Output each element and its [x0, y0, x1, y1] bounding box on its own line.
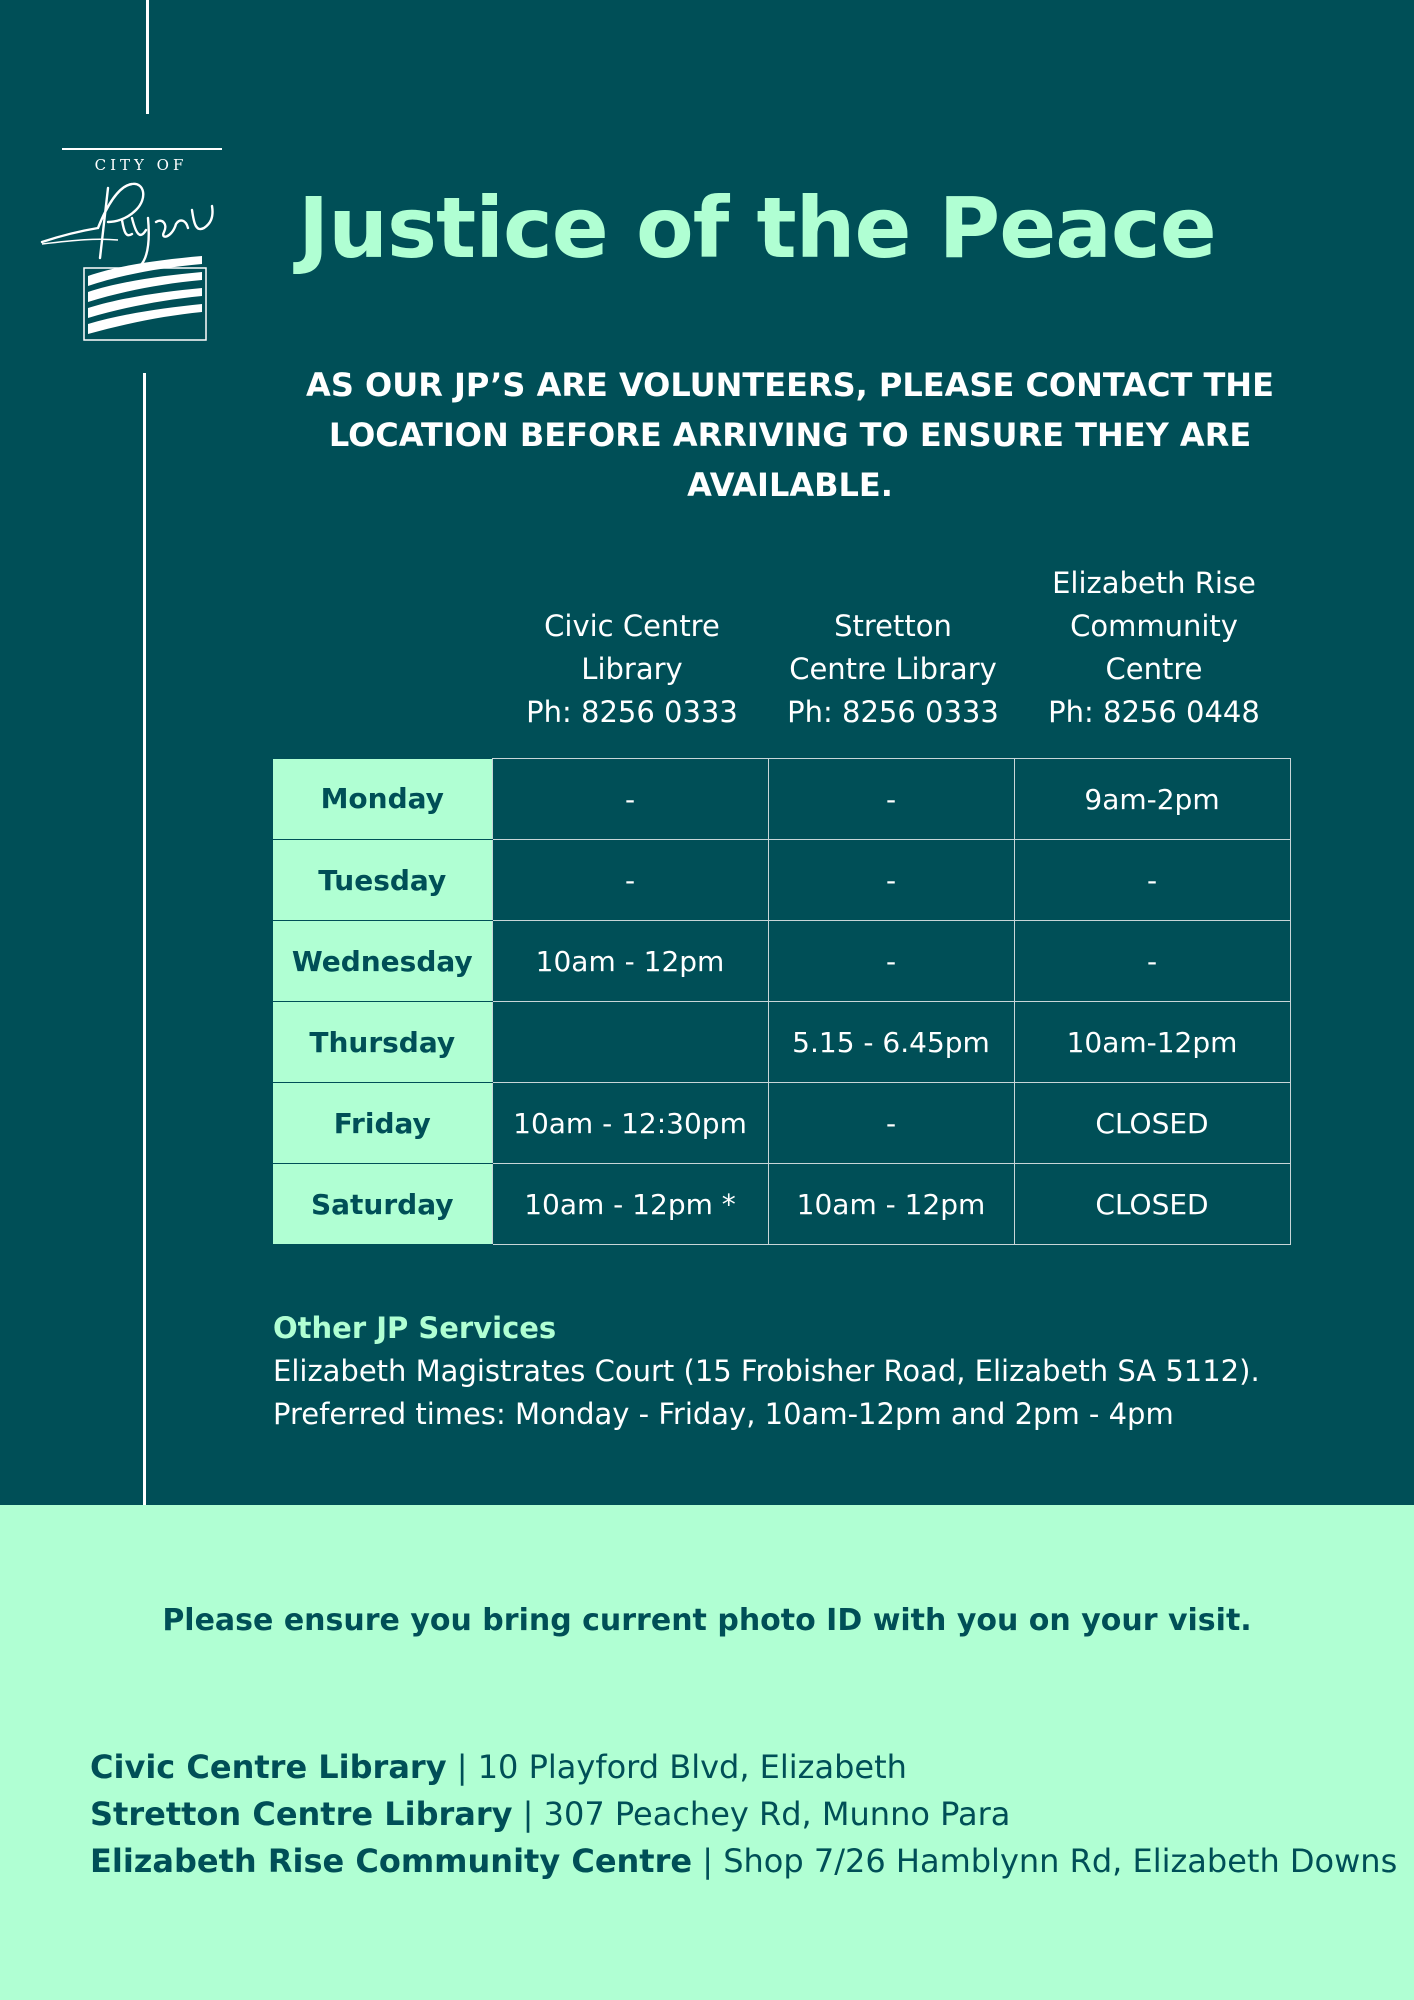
other-services-line: Elizabeth Magistrates Court (15 Frobisher Road, Elizabeth SA 5112). — [273, 1354, 1260, 1388]
day-cell: Tuesday — [273, 840, 492, 921]
logo-small-text: CITY OF — [94, 156, 188, 174]
time-cell: 10am - 12:30pm — [492, 1083, 768, 1164]
address-location-name: Civic Centre Library — [90, 1748, 447, 1786]
photo-id-notice: Please ensure you bring current photo ID with you on your visit. — [162, 1603, 1252, 1638]
time-cell: 10am - 12pm — [768, 1164, 1014, 1245]
location-header-stretton — [770, 570, 1016, 740]
location-phone: Ph: 8256 0448 — [1048, 695, 1260, 729]
time-cell: 10am - 12pm * — [492, 1164, 768, 1245]
time-cell: - — [492, 840, 768, 921]
decorative-line-top — [146, 0, 149, 114]
address-item — [90, 1838, 1397, 1885]
schedule-table — [273, 758, 1291, 1245]
address-location-name: Elizabeth Rise Community Centre — [90, 1842, 693, 1880]
location-phone: Ph: 8256 0333 — [526, 695, 738, 729]
day-cell: Wednesday — [273, 921, 492, 1002]
address-list — [90, 1744, 1397, 1885]
location-name-line: Stretton — [834, 609, 952, 643]
address-separator: | — [512, 1795, 544, 1833]
table-row — [273, 1164, 1290, 1245]
volunteer-notice: AS OUR JP’S ARE VOLUNTEERS, PLEASE CONTACT THE LOCATION BEFORE ARRIVING TO ENSURE THEY ARE AVAILABLE. — [306, 366, 1274, 504]
day-cell: Friday — [273, 1083, 492, 1164]
table-row — [273, 759, 1290, 840]
table-row — [273, 921, 1290, 1002]
city-of-playford-logo — [36, 148, 246, 348]
time-cell: 9am-2pm — [1014, 759, 1290, 840]
address-item — [90, 1744, 1397, 1791]
location-header-elizabeth-rise — [1016, 566, 1292, 740]
address-text: Shop 7/26 Hamblynn Rd, Elizabeth Downs — [723, 1842, 1398, 1880]
table-row — [273, 840, 1290, 921]
time-cell: 5.15 - 6.45pm — [768, 1002, 1014, 1083]
other-services-line: Preferred times: Monday - Friday, 10am-12pm and 2pm - 4pm — [273, 1397, 1174, 1431]
location-name-line: Library — [581, 652, 683, 686]
decorative-line-side — [143, 373, 146, 1505]
other-jp-services — [273, 1307, 1373, 1436]
other-services-heading: Other JP Services — [273, 1311, 557, 1345]
time-cell: - — [1014, 921, 1290, 1002]
day-cell: Thursday — [273, 1002, 492, 1083]
page-title: Justice of the Peace — [298, 179, 1216, 277]
time-cell: 10am-12pm — [1014, 1002, 1290, 1083]
location-phone: Ph: 8256 0333 — [787, 695, 999, 729]
address-text: 10 Playford Blvd, Elizabeth — [477, 1748, 907, 1786]
time-cell — [492, 1002, 768, 1083]
logo-mark-icon — [36, 148, 246, 348]
location-name-line: Centre Library — [789, 652, 997, 686]
address-separator: | — [692, 1842, 724, 1880]
time-cell: - — [768, 840, 1014, 921]
time-cell: CLOSED — [1014, 1164, 1290, 1245]
day-cell: Monday — [273, 759, 492, 840]
day-cell: Saturday — [273, 1164, 492, 1245]
location-header-civic — [494, 570, 770, 740]
location-name-line: Elizabeth Rise — [1052, 566, 1256, 600]
time-cell: 10am - 12pm — [492, 921, 768, 1002]
location-name-line: Centre — [1105, 652, 1203, 686]
table-row — [273, 1083, 1290, 1164]
table-row — [273, 1002, 1290, 1083]
address-item — [90, 1791, 1397, 1838]
time-cell: - — [492, 759, 768, 840]
time-cell: - — [1014, 840, 1290, 921]
location-name-line: Civic Centre — [544, 609, 720, 643]
time-cell: - — [768, 759, 1014, 840]
time-cell: - — [768, 1083, 1014, 1164]
location-name-line: Community — [1070, 609, 1238, 643]
address-location-name: Stretton Centre Library — [90, 1795, 513, 1833]
address-text: 307 Peachey Rd, Munno Para — [543, 1795, 1011, 1833]
address-separator: | — [446, 1748, 478, 1786]
time-cell: - — [768, 921, 1014, 1002]
time-cell: CLOSED — [1014, 1083, 1290, 1164]
